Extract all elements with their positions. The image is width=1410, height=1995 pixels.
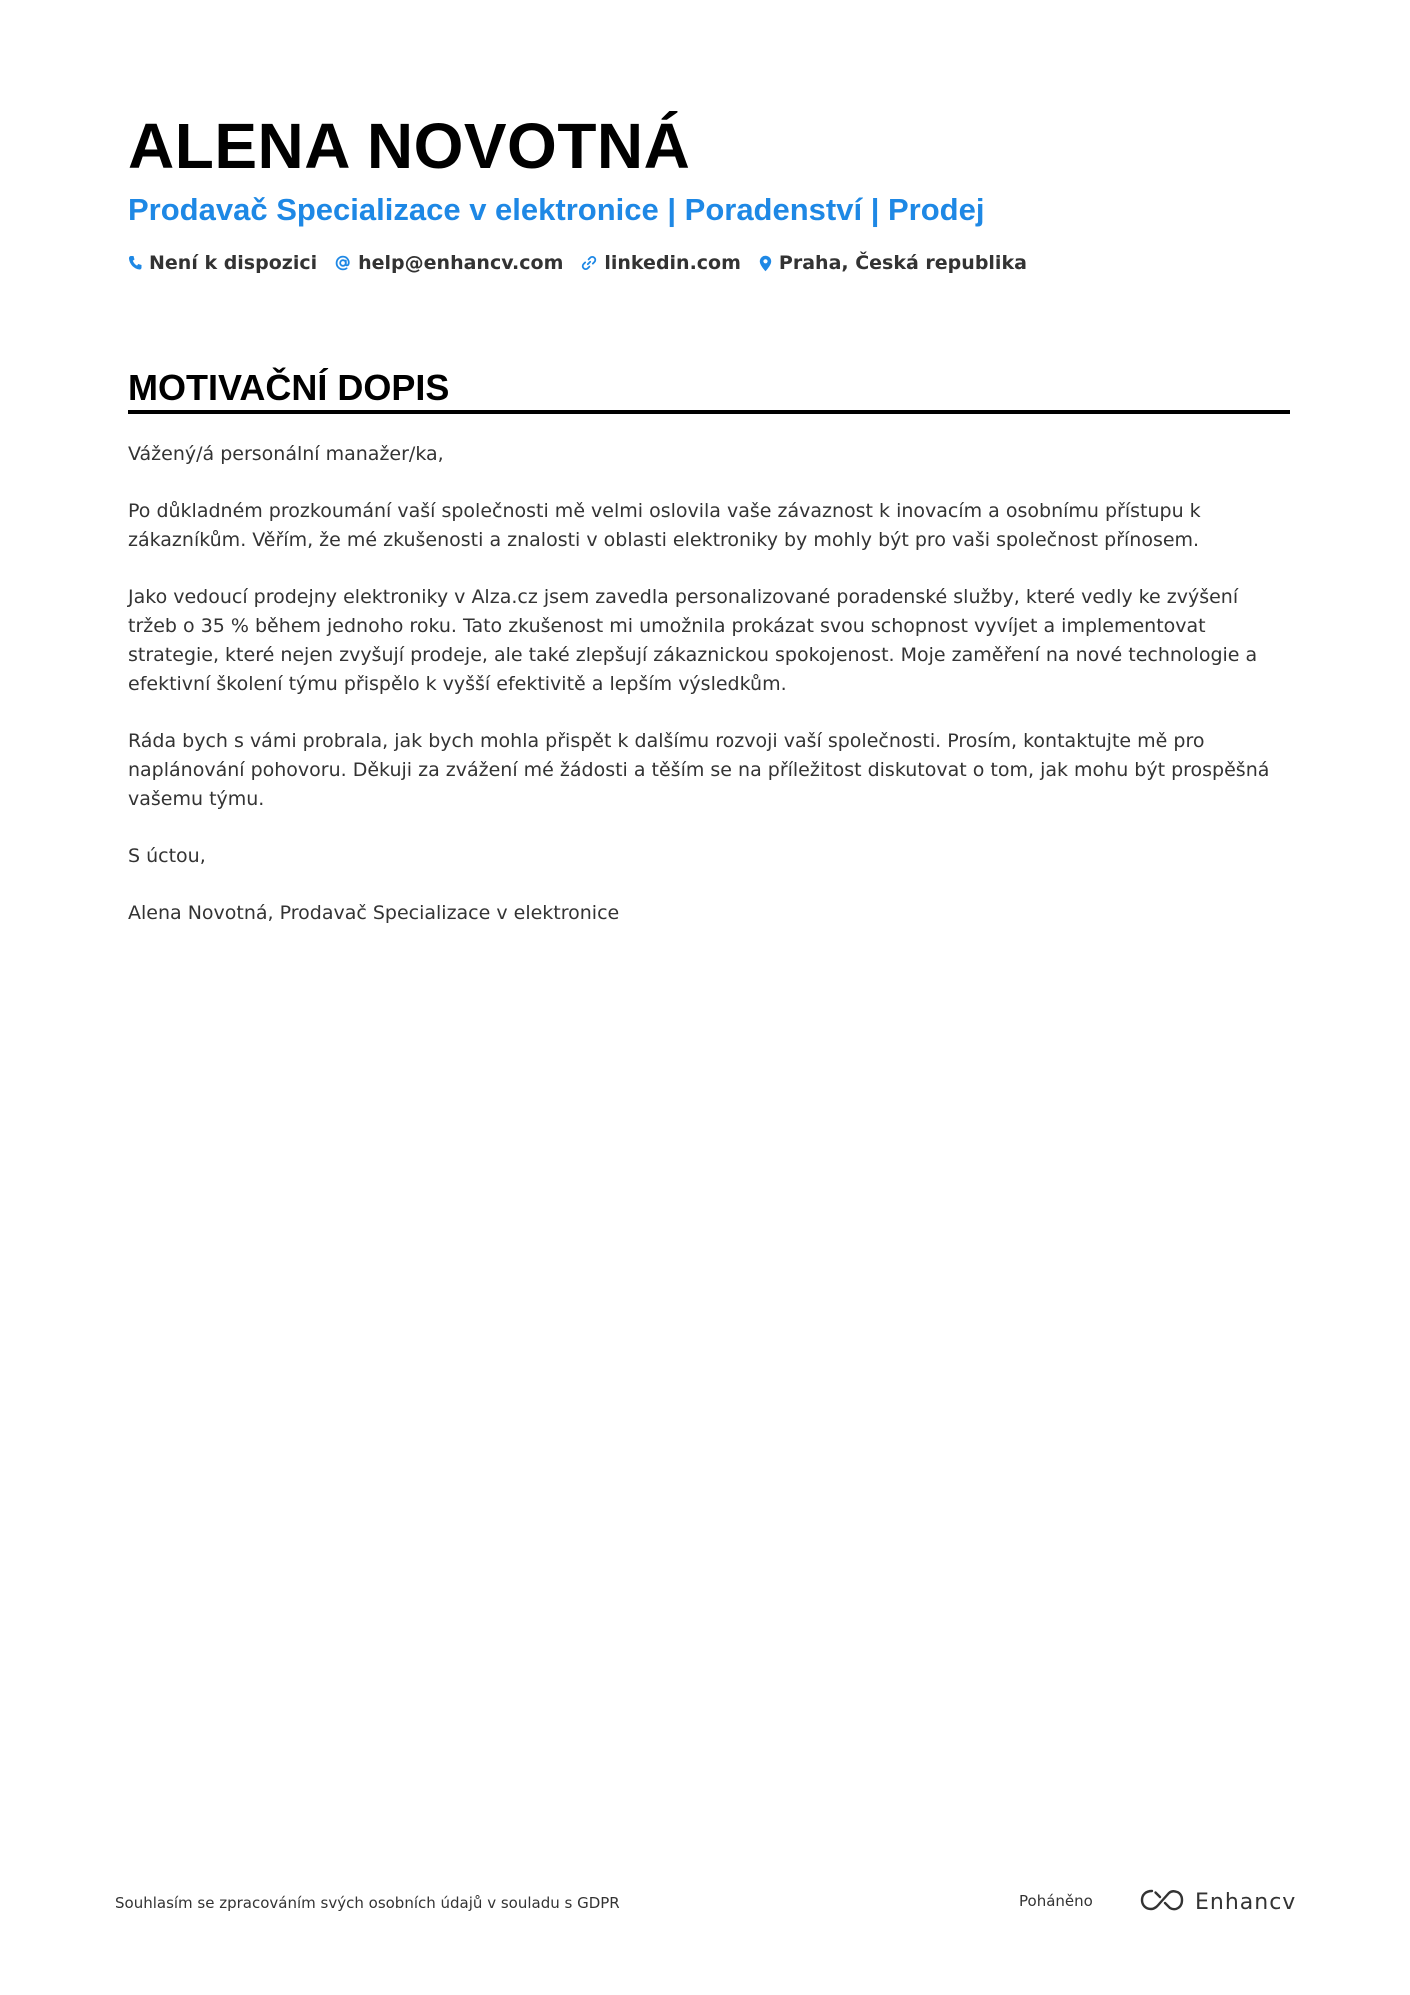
contact-phone-text: Není k dispozici: [149, 252, 318, 274]
contact-location: [759, 252, 1027, 274]
section-divider: [128, 410, 1290, 414]
contact-row: [128, 252, 1027, 274]
letter-closing: S úctou,: [128, 845, 206, 867]
powered-by-label: Poháněno: [1019, 1892, 1093, 1910]
letter-salutation: Vážený/á personální manažer/ka,: [128, 443, 444, 465]
letter-body: [128, 440, 1290, 956]
letter-paragraph: Ráda bych s vámi probrala, jak bych mohla přispět k dalšímu rozvoji vaší společnosti. Prosím, kontaktujte mě pro naplánování pohovoru. Děkuji za zvážení mé žádosti a těším se na příležitost diskutovat o tom, jak mohu být prospěšná vašemu týmu.: [128, 730, 1270, 810]
phone-icon: [128, 255, 142, 271]
contact-email-text: help@enhancv.com: [358, 252, 564, 274]
section-title: MOTIVAČNÍ DOPIS: [128, 367, 450, 408]
gdpr-consent-text: Souhlasím se zpracováním svých osobních údajů v souladu s GDPR: [115, 1894, 620, 1912]
enhancv-logo[interactable]: [1139, 1888, 1296, 1916]
contact-linkedin[interactable]: [581, 252, 741, 274]
enhancv-logo-icon: [1139, 1888, 1185, 1916]
letter-signature: Alena Novotná, Prodavač Specializace v elektronice: [128, 902, 620, 924]
link-icon: [581, 255, 597, 271]
candidate-headline: Prodavač Specializace v elektronice | Poradenství | Prodej: [128, 192, 985, 227]
contact-phone: [128, 252, 317, 274]
location-pin-icon: [759, 255, 772, 272]
letter-paragraph: Jako vedoucí prodejny elektroniky v Alza.cz jsem zavedla personalizované poradenské služby, které vedly ke zvýšení tržeb o 35 % během jednoho roku. Tato zkušenost mi umožnila prokázat svou schopnost vyvíjet a implementovat strategie, které nejen zvyšují prodeje, ale také zlepšují zákaznickou spokojenost. Moje zaměření na nové technologie a efektivní školení týmu přispělo k vyšší efektivitě a lepším výsledkům.: [128, 586, 1258, 695]
candidate-name: ALENA NOVOTNÁ: [128, 110, 691, 182]
letter-paragraph: Po důkladném prozkoumání vaší společnosti mě velmi oslovila vaše závaznost k inovacím a osobnímu přístupu k zákazníkům. Věřím, že mé zkušenosti a znalosti v oblasti elektroniky by mohly být pro vaši společnost přínosem.: [128, 500, 1201, 551]
contact-email[interactable]: [335, 252, 563, 274]
contact-location-text: Praha, Česká republika: [778, 252, 1027, 274]
at-icon: [335, 255, 351, 271]
contact-linkedin-text: linkedin.com: [604, 252, 741, 274]
enhancv-logo-wordmark: Enhancv: [1195, 1889, 1297, 1915]
